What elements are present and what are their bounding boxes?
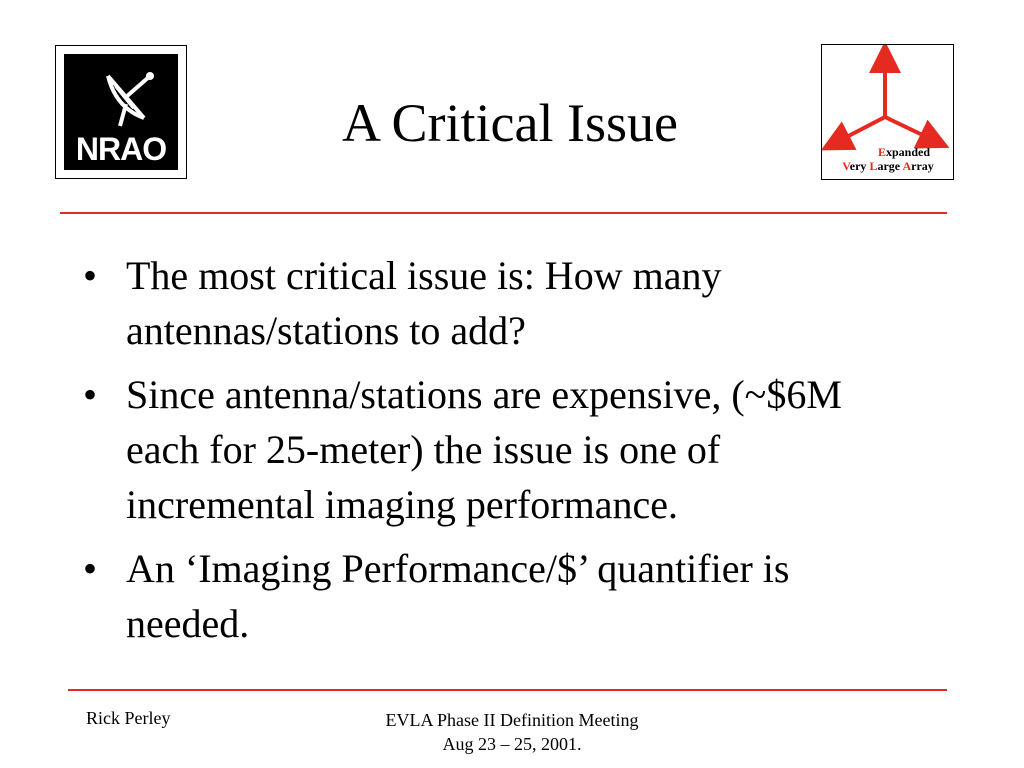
bullet-text: Since antenna/stations are expensive, (~$6M each for 25-meter) the issue is one of incremental imaging performance.: [126, 372, 842, 527]
slide-title: A Critical Issue: [342, 93, 678, 153]
evla-v-rest: ery: [849, 159, 870, 173]
footer-meeting-title: EVLA Phase II Definition Meeting: [385, 710, 639, 730]
evla-logo: [821, 44, 954, 180]
bullet-list: [83, 248, 913, 660]
footer-meeting: [312, 708, 712, 756]
bullet-item: [83, 248, 913, 358]
evla-v-initial: V: [842, 159, 850, 173]
evla-l-initial: L: [869, 159, 878, 173]
footer-meeting-dates: Aug 23 – 25, 2001.: [442, 734, 582, 754]
bottom-divider: [68, 689, 947, 691]
svg-text:Very Large Array: [842, 159, 934, 173]
evla-line1-rest: xpanded: [885, 145, 931, 159]
evla-l-rest: arge: [877, 159, 903, 173]
evla-a-initial: A: [902, 159, 912, 173]
bullet-text: The most critical issue is: How many antennas/stations to add?: [126, 253, 722, 353]
bullet-text: An ‘Imaging Performance/$’ quantifier is needed.: [126, 546, 790, 646]
bullet-item: [83, 541, 913, 651]
nrao-logo: [55, 45, 187, 179]
bullet-marker: •: [83, 372, 98, 417]
footer-author: Rick Perley: [86, 708, 171, 728]
evla-e-initial: E: [877, 145, 886, 159]
bullet-marker: •: [83, 253, 98, 298]
svg-text:Expanded: [878, 145, 930, 159]
nrao-logo-text: NRAO: [75, 131, 167, 167]
top-divider: [60, 212, 947, 214]
bullet-item: [83, 367, 913, 532]
bullet-marker: •: [83, 546, 98, 591]
evla-a-rest: rray: [911, 159, 934, 173]
